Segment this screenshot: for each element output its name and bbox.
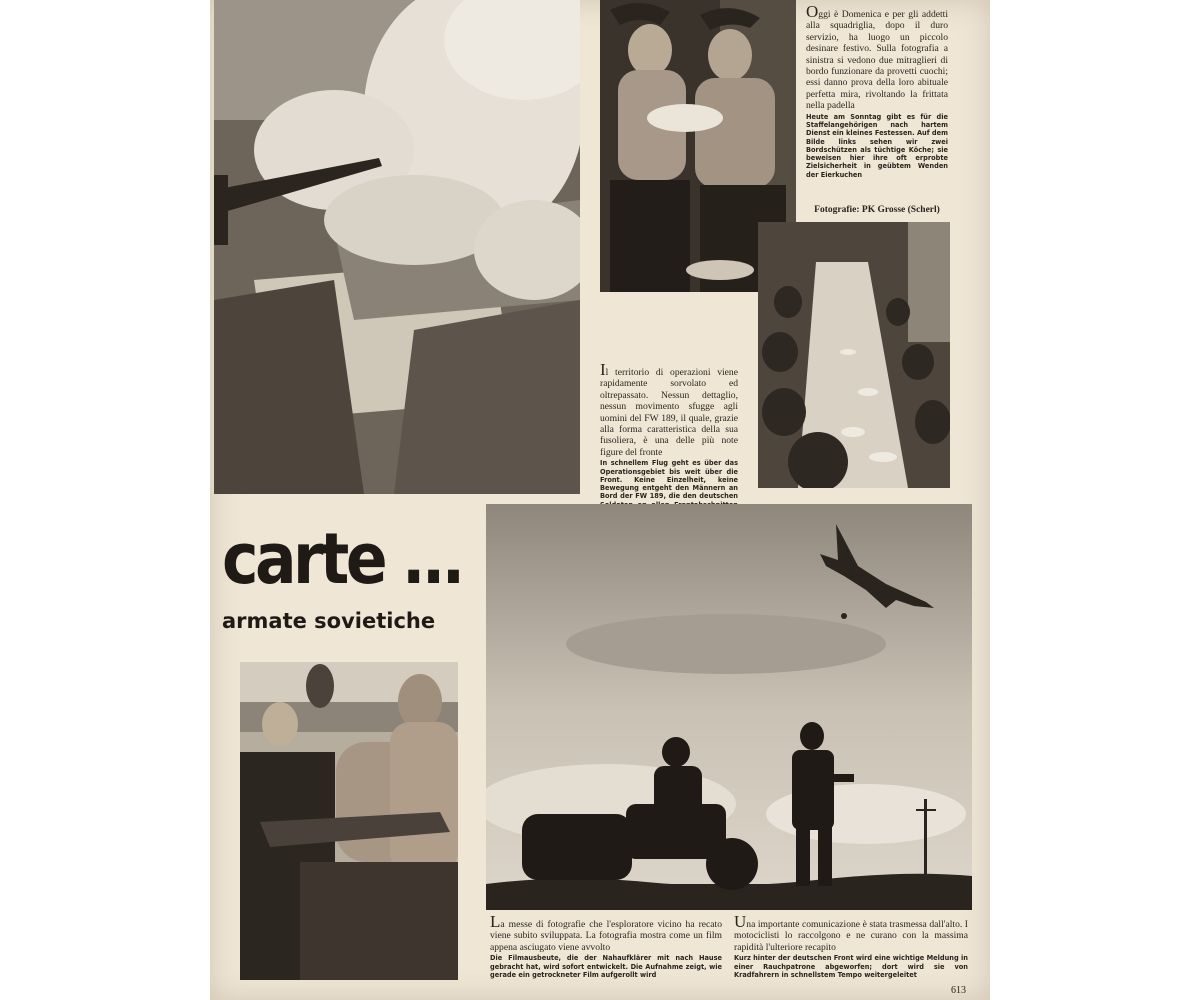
sunday-caption [806, 2, 948, 216]
message-caption-italian: Una importante comunicazione è stata trasmessa dall'alto. I motociclisti lo raccolgono e ne curano con la massima rapidità l'ulteriore recapito [734, 912, 968, 953]
message-caption-german: Kurz hinter der deutschen Front wird eine wichtige Meldung in einer Rauchpatrone abgeworfen; dort wird sie von Kradfahrern in schnellstem Tempo weitergeleitet [734, 954, 968, 979]
banquet-photo [758, 222, 950, 488]
photo-credit: Fotografie: PK Grosse (Scherl) [814, 205, 940, 216]
sunday-caption-italian: Oggi è Domenica e per gli addetti alla squadriglia, dopo il duro servizio, ha luogo un piccolo desinare festivo. Sulla fotografia a sinistra si vedono due mitraglieri di bordo funzionare da provetti cuochi; essi danno prova della loro abituale perfetta mira, rivoltando la frittata nella padella [806, 2, 948, 112]
film-caption-german: Die Filmausbeute, die der Nahaufklärer mit nach Hause gebracht hat, wird sofort entwickelt. Die Aufnahme zeigt, wie gerade ein getrockneter Film aufgerollt wird [490, 954, 722, 979]
article-title: carte ... [222, 518, 462, 600]
film-caption-italian: La messe di fotografie che l'esploratore vicino ha recato viene subito sviluppata. La fotografia mostra come un film appena asciugato viene avvolto [490, 912, 722, 953]
film-photo [240, 662, 458, 980]
territory-caption-italian: Il territorio di operazioni viene rapidamente sorvolato ed oltrepassato. Nessun dettaglio, nessun movimento sfugge agli uomini del FW 189, il quale, grazie alla forma caratteristica della sua fusoliera, è una delle più note figure del fronte [600, 360, 738, 458]
motorcycle-photo [486, 504, 972, 910]
message-caption [734, 912, 968, 979]
territory-caption-german: In schnellem Flug geht es über das Operationsgebiet bis weit über die Front. Keine Einzelheit, keine Bewegung entgeht den Männern an Bord der FW 189, die den deutschen [600, 459, 738, 501]
sunday-caption-german: Heute am Sonntag gibt es für die Staffelangehörigen nach hartem Dienst ein kleines Festessen. Auf dem Bilde links sehen wir zwei Bordschützen als tüchtige Köche; sie beweisen hier ihre oft erprobte Zielsicherheit in geübtem Wenden der Eierkuchen [806, 112, 948, 179]
magazine-page [210, 0, 990, 1000]
film-caption [490, 912, 722, 979]
aerial-photo [214, 0, 580, 494]
page-number: 613 [951, 985, 966, 996]
article-subtitle: armate sovietiche [222, 609, 436, 633]
